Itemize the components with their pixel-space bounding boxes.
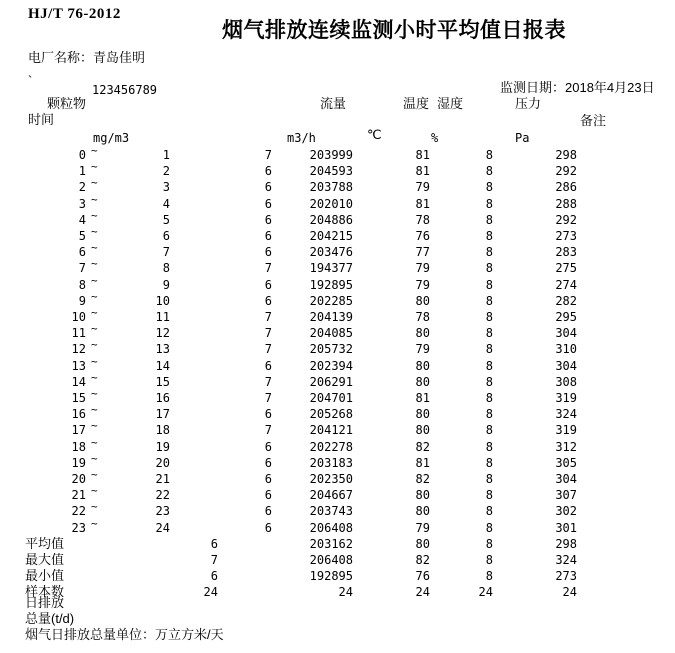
hour-end: 12 [155,326,170,340]
humidity-value: 8 [485,310,493,324]
hour-end: 24 [155,521,170,535]
hour-start: 21 [71,488,86,502]
flow-value: 203743 [309,504,353,518]
column-header-temperature: 温度 [403,96,430,111]
humidity-value: 8 [485,488,493,502]
tilde: ~ [91,338,98,351]
pm-value: 6 [264,472,272,486]
tilde: ~ [91,484,98,497]
summary-row [0,569,675,585]
flow-value: 204667 [309,488,353,502]
flow-value: 194377 [309,261,353,275]
hour-end: 21 [155,472,170,486]
pressure-value: 292 [555,164,577,178]
hour-end: 16 [155,391,170,405]
pressure-value: 304 [555,359,577,373]
hour-end: 3 [162,180,170,194]
pressure-value: 319 [555,423,577,437]
pressure-value: 304 [555,472,577,486]
temp-value: 81 [415,164,430,178]
humidity-value: 8 [485,569,493,583]
hour-start: 6 [78,245,86,259]
pm-value: 6 [264,197,272,211]
pm-value: 6 [264,213,272,227]
pm-value: 7 [264,148,272,162]
column-header-humidity: 湿度 [437,96,464,111]
tilde: ~ [91,241,98,254]
pressure-value: 298 [555,148,577,162]
flow-value: 203162 [309,537,353,551]
temp-value: 80 [415,326,430,340]
temp-value: 79 [415,342,430,356]
serial-number: 123456789 [92,83,158,97]
hour-start: 20 [71,472,86,486]
unit-humidity: % [431,131,439,145]
summary-label: 最大值 [25,552,65,567]
flow-value: 202278 [309,440,353,454]
pm-value: 7 [264,375,272,389]
temp-value: 80 [415,488,430,502]
summary-label: 最小值 [25,568,65,583]
hour-start: 18 [71,440,86,454]
pm-value: 7 [210,553,218,567]
footer-daily-emission-line1: 日排放 [25,595,65,610]
humidity-value: 8 [485,359,493,373]
tilde: ~ [91,160,98,173]
tilde: ~ [91,355,98,368]
tilde: ~ [91,387,98,400]
hour-start: 7 [78,261,86,275]
humidity-value: 8 [485,456,493,470]
flow-value: 203183 [309,456,353,470]
tilde: ~ [91,176,98,189]
flow-value: 203788 [309,180,353,194]
hour-start: 23 [71,521,86,535]
pm-value: 7 [264,391,272,405]
footer-unit-note: 烟气日排放总量单位：万立方米/天 [25,627,224,642]
pressure-value: 305 [555,456,577,470]
humidity-value: 8 [485,521,493,535]
tilde: ~ [91,144,98,157]
flow-value: 202010 [309,197,353,211]
temp-value: 82 [415,472,430,486]
tilde: ~ [91,193,98,206]
humidity-value: 8 [485,261,493,275]
temp-value: 82 [415,553,430,567]
column-header-remark: 备注 [580,113,607,128]
tilde: ~ [91,468,98,481]
flow-value: 205732 [309,342,353,356]
pressure-value: 295 [555,310,577,324]
hour-start: 22 [71,504,86,518]
temp-value: 78 [415,310,430,324]
tilde: ~ [91,436,98,449]
pm-value: 6 [264,440,272,454]
summary-row [0,585,675,601]
temp-value: 80 [415,504,430,518]
temp-value: 24 [415,585,430,599]
humidity-value: 8 [485,180,493,194]
pm-value: 6 [264,407,272,421]
hour-end: 8 [162,261,170,275]
hour-start: 4 [78,213,86,227]
hour-end: 5 [162,213,170,227]
humidity-value: 8 [485,504,493,518]
pressure-value: 319 [555,391,577,405]
summary-row [0,537,675,553]
flow-value: 204215 [309,229,353,243]
tilde: ~ [91,322,98,335]
pm-value: 7 [264,342,272,356]
temp-value: 77 [415,245,430,259]
flow-value: 202394 [309,359,353,373]
hour-end: 23 [155,504,170,518]
pm-value: 24 [203,585,218,599]
tilde: ~ [91,452,98,465]
pressure-value: 302 [555,504,577,518]
pressure-value: 288 [555,197,577,211]
temp-value: 76 [415,229,430,243]
pm-value: 6 [264,294,272,308]
flow-value: 204139 [309,310,353,324]
hour-end: 6 [162,229,170,243]
column-header-particulate: 颗粒物 [47,96,87,111]
pm-value: 6 [210,537,218,551]
flow-value: 206408 [309,521,353,535]
hour-start: 8 [78,278,86,292]
pm-value: 6 [264,229,272,243]
pressure-value: 24 [562,585,577,599]
hour-end: 15 [155,375,170,389]
flow-value: 204593 [309,164,353,178]
temp-value: 81 [415,148,430,162]
humidity-value: 8 [485,553,493,567]
hour-start: 13 [71,359,86,373]
hour-end: 9 [162,278,170,292]
hour-start: 16 [71,407,86,421]
humidity-value: 8 [485,148,493,162]
hour-end: 1 [162,148,170,162]
pm-value: 6 [264,488,272,502]
flow-value: 206291 [309,375,353,389]
monitor-date: 监测日期：2018年4月23日 [500,80,655,95]
hour-end: 11 [155,310,170,324]
flow-value: 202350 [309,472,353,486]
hour-end: 13 [155,342,170,356]
pm-value: 7 [264,326,272,340]
hour-end: 17 [155,407,170,421]
temp-value: 80 [415,423,430,437]
humidity-value: 24 [478,585,493,599]
humidity-value: 8 [485,407,493,421]
pressure-value: 274 [555,278,577,292]
flow-value: 204701 [309,391,353,405]
flow-value: 204886 [309,213,353,227]
tilde: ~ [91,306,98,319]
tilde: ~ [91,500,98,513]
pressure-value: 283 [555,245,577,259]
temp-value: 82 [415,440,430,454]
pressure-value: 324 [555,553,577,567]
hour-end: 20 [155,456,170,470]
hour-start: 9 [78,294,86,308]
hour-start: 1 [78,164,86,178]
pressure-value: 292 [555,213,577,227]
column-header-pressure: 压力 [515,96,542,111]
pressure-value: 301 [555,521,577,535]
flow-value: 203999 [309,148,353,162]
pm-value: 7 [264,261,272,275]
temp-value: 79 [415,278,430,292]
hour-end: 10 [155,294,170,308]
flow-value: 204085 [309,326,353,340]
humidity-value: 8 [485,197,493,211]
pressure-value: 275 [555,261,577,275]
flow-value: 204121 [309,423,353,437]
temp-value: 80 [415,294,430,308]
pm-value: 6 [264,278,272,292]
plant-name: 电厂名称：青岛佳明 [28,50,146,65]
pressure-value: 298 [555,537,577,551]
temp-value: 80 [415,375,430,389]
humidity-value: 8 [485,391,493,405]
pm-value: 6 [264,521,272,535]
pm-value: 6 [264,245,272,259]
summary-label: 样本数 [25,584,65,599]
hour-start: 3 [78,197,86,211]
unit-pressure: Pa [515,131,530,145]
pm-value: 7 [264,423,272,437]
unit-particulate: mg/m3 [93,131,130,145]
pressure-value: 312 [555,440,577,454]
humidity-value: 8 [485,213,493,227]
pressure-value: 304 [555,326,577,340]
pm-value: 7 [264,310,272,324]
tilde: ~ [91,257,98,270]
humidity-value: 8 [485,423,493,437]
hour-start: 0 [78,148,86,162]
tilde: ~ [91,225,98,238]
unit-temperature: ℃ [367,127,382,142]
temp-value: 78 [415,213,430,227]
humidity-value: 8 [485,229,493,243]
column-header-flow: 流量 [320,96,347,111]
pressure-value: 273 [555,569,577,583]
pressure-value: 307 [555,488,577,502]
hour-start: 14 [71,375,86,389]
hour-start: 5 [78,229,86,243]
humidity-value: 8 [485,342,493,356]
humidity-value: 8 [485,294,493,308]
flow-value: 206408 [309,553,353,567]
pm-value: 6 [210,569,218,583]
flow-value: 24 [338,585,353,599]
temp-value: 80 [415,537,430,551]
tilde: ~ [91,209,98,222]
flow-value: 192895 [309,278,353,292]
page-title: 烟气排放连续监测小时平均值日报表 [222,19,566,42]
tilde: ~ [91,517,98,530]
pressure-value: 282 [555,294,577,308]
pressure-value: 324 [555,407,577,421]
pm-value: 6 [264,359,272,373]
table-row [0,517,675,537]
temp-value: 76 [415,569,430,583]
hour-end: 14 [155,359,170,373]
humidity-value: 8 [485,472,493,486]
temp-value: 80 [415,359,430,373]
temp-value: 79 [415,521,430,535]
hour-end: 18 [155,423,170,437]
footer-daily-emission-line2: 总量(t/d) [25,611,75,626]
pressure-value: 273 [555,229,577,243]
humidity-value: 8 [485,440,493,454]
flow-value: 202285 [309,294,353,308]
tick-mark: ` [28,73,33,88]
pm-value: 6 [264,180,272,194]
column-header-time: 时间 [28,112,55,127]
hour-start: 11 [71,326,86,340]
hour-start: 15 [71,391,86,405]
hour-end: 22 [155,488,170,502]
hour-end: 2 [162,164,170,178]
humidity-value: 8 [485,326,493,340]
temp-value: 80 [415,407,430,421]
hour-end: 7 [162,245,170,259]
summary-row [0,553,675,569]
pressure-value: 286 [555,180,577,194]
hour-end: 19 [155,440,170,454]
tilde: ~ [91,403,98,416]
temp-value: 79 [415,261,430,275]
hour-start: 17 [71,423,86,437]
temp-value: 81 [415,197,430,211]
pressure-value: 310 [555,342,577,356]
temp-value: 79 [415,180,430,194]
pm-value: 6 [264,504,272,518]
humidity-value: 8 [485,164,493,178]
flow-value: 192895 [309,569,353,583]
tilde: ~ [91,419,98,432]
summary-label: 平均值 [25,536,65,551]
humidity-value: 8 [485,245,493,259]
humidity-value: 8 [485,278,493,292]
pressure-value: 308 [555,375,577,389]
hour-start: 19 [71,456,86,470]
tilde: ~ [91,290,98,303]
tilde: ~ [91,274,98,287]
hour-end: 4 [162,197,170,211]
flow-value: 205268 [309,407,353,421]
humidity-value: 8 [485,537,493,551]
unit-flow: m3/h [287,131,316,145]
flow-value: 203476 [309,245,353,259]
hour-start: 12 [71,342,86,356]
pm-value: 6 [264,456,272,470]
temp-value: 81 [415,391,430,405]
temp-value: 81 [415,456,430,470]
hour-start: 2 [78,180,86,194]
tilde: ~ [91,371,98,384]
pm-value: 6 [264,164,272,178]
humidity-value: 8 [485,375,493,389]
hour-start: 10 [71,310,86,324]
standard-code: HJ/T 76-2012 [28,6,121,22]
